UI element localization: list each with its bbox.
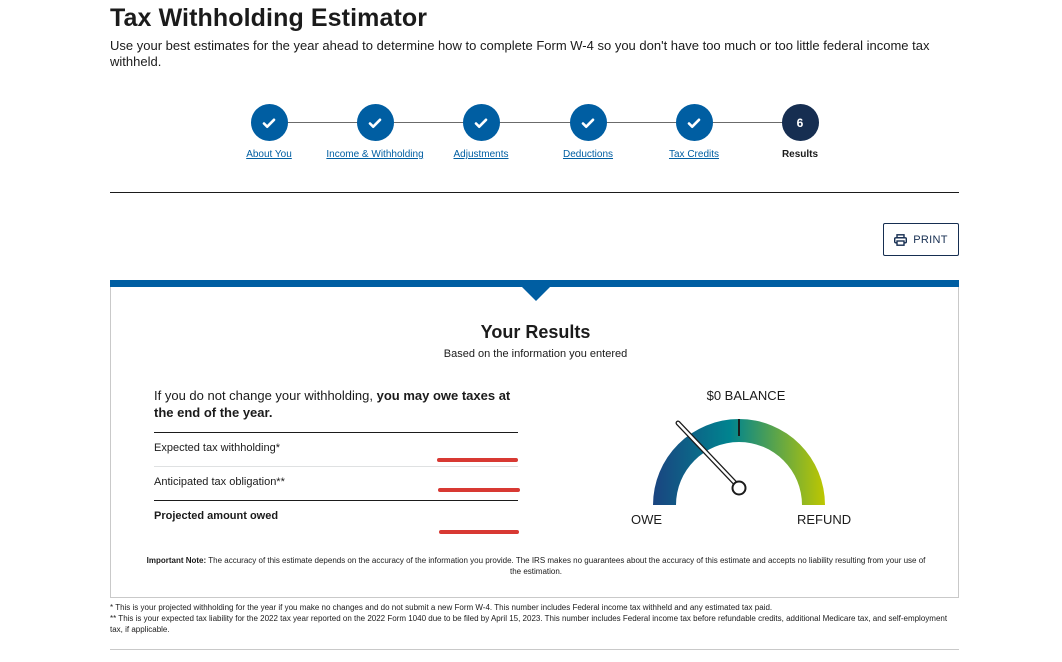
check-icon [676, 104, 713, 141]
step-label-adjustments[interactable]: Adjustments [453, 149, 509, 160]
projected-owed-label: Projected amount owed [154, 510, 279, 522]
check-icon [570, 104, 607, 141]
summary-prefix: If you do not change your withholding, [154, 388, 377, 403]
needle-pivot [733, 482, 746, 495]
step-adjustments[interactable] [421, 104, 541, 160]
summary-emphasis: you may owe taxes at the end of the year. [154, 388, 511, 420]
owe-label: OWE [631, 512, 663, 527]
step-label-deductions[interactable]: Deductions [562, 149, 614, 160]
step-label-about-you[interactable]: About You [246, 149, 292, 160]
section-divider [110, 192, 959, 193]
step-about-you[interactable] [209, 104, 329, 160]
page-intro: Use your best estimates for the year ahead to determine how to complete Form W-4 so you don't have too much or too little federal income tax withheld. [110, 38, 930, 69]
print-button[interactable] [883, 223, 959, 256]
step-label-results: Results [781, 149, 819, 160]
step-income-withholding[interactable] [315, 104, 435, 160]
results-table [154, 432, 518, 534]
print-label: PRINT [913, 233, 948, 246]
step-tax-credits[interactable] [634, 104, 754, 160]
results-summary [154, 387, 524, 421]
progress-stepper [220, 104, 860, 164]
important-note [141, 555, 931, 577]
check-icon [357, 104, 394, 141]
footnotes [110, 602, 959, 635]
check-icon [463, 104, 500, 141]
results-card-notch [521, 286, 551, 301]
refund-label: REFUND [797, 512, 852, 527]
footnote-withholding: * This is your projected withholding for the year if you make no changes and do not submit a new Form W-4. This number includes Federal income tax withheld and any estimated tax paid. [110, 603, 773, 612]
page-title: Tax Withholding Estimator [110, 4, 428, 32]
step-deductions[interactable] [528, 104, 648, 160]
balance-gauge [631, 380, 861, 530]
footnote-obligation: ** This is your expected tax liability for the 2022 tax year reported on the 2022 Form 1040 due to be filed by April 15, 2023. This number includes Federal income tax before refundable credits, additional Medicare tax, and self-employment tax, if applicable. [110, 614, 948, 634]
balance-label: $0 BALANCE [706, 388, 786, 403]
note-label: Important Note: [146, 556, 207, 565]
step-label-income-withholding[interactable]: Income & Withholding [326, 149, 424, 160]
results-heading: Your Results [480, 322, 591, 342]
redacted-value [437, 458, 518, 462]
check-icon [251, 104, 288, 141]
redacted-value [439, 530, 519, 534]
printer-icon [894, 234, 907, 246]
step-label-tax-credits[interactable]: Tax Credits [668, 149, 719, 160]
step-results [740, 104, 860, 160]
results-card [110, 280, 959, 598]
redacted-value [438, 488, 520, 492]
table-row [154, 432, 518, 466]
expected-withholding-label: Expected tax withholding* [154, 442, 280, 454]
anticipated-obligation-label: Anticipated tax obligation** [154, 476, 285, 488]
footer-divider [110, 649, 959, 650]
table-row [154, 466, 518, 500]
table-row [154, 500, 518, 534]
note-text: The accuracy of this estimate depends on the accuracy of the information you provide. The IRS makes no guarantees about the accuracy of this estimate and accepts no liability resulting from your use of the estimation. [206, 556, 926, 576]
step-number: 6 [782, 104, 819, 141]
results-subheading: Based on the information you entered [443, 348, 628, 360]
